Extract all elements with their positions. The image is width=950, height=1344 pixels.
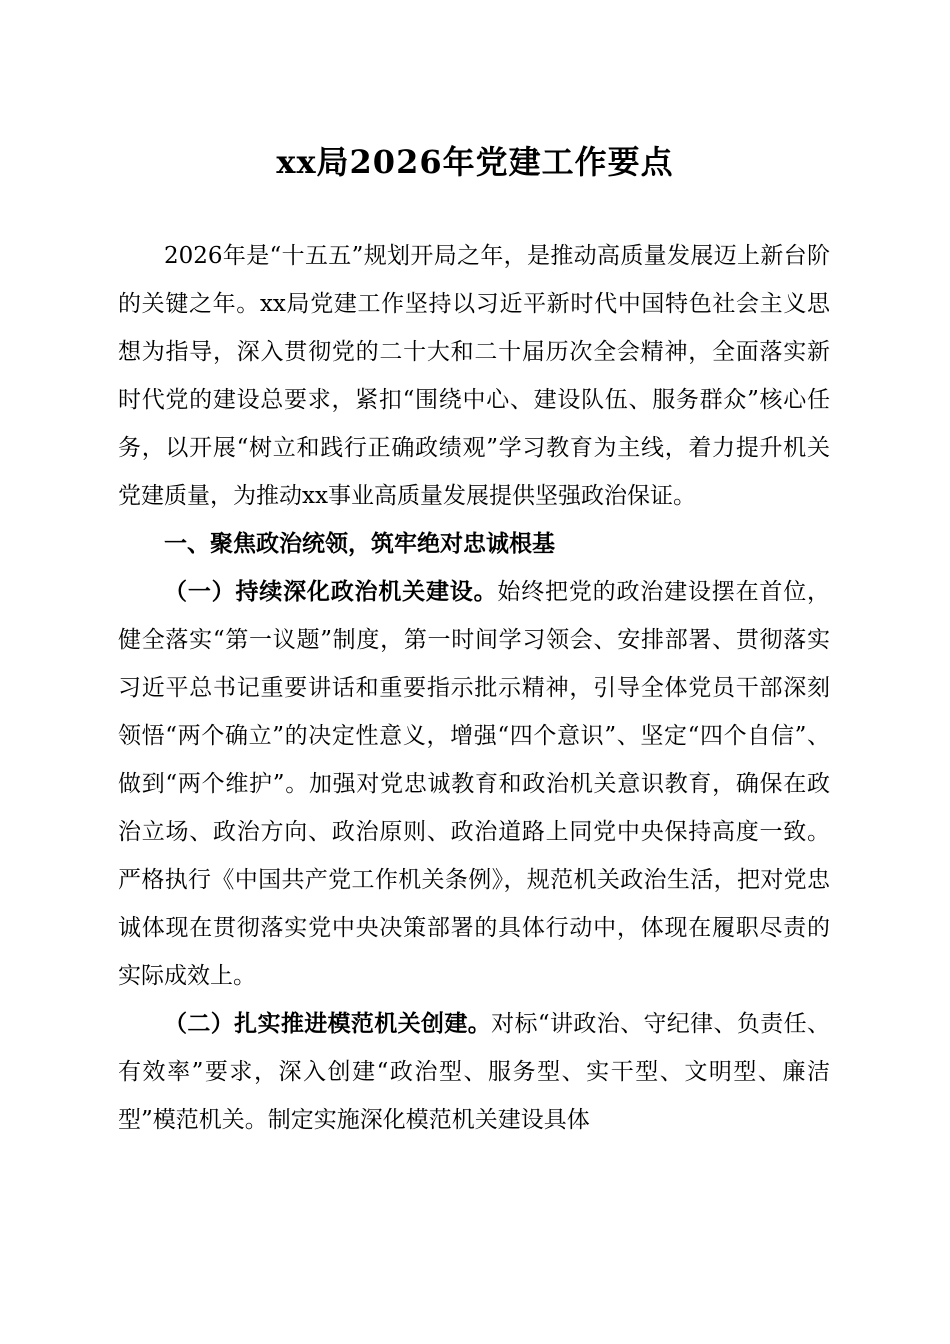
item-paragraph-2: [118, 1000, 830, 1144]
intro-paragraph: 2026年是“十五五”规划开局之年，是推动高质量发展迈上新台阶的关键之年。xx局党建工作坚持以习近平新时代中国特色社会主义思想为指导，深入贯彻党的二十大和二十届历次全会精神，全面落实新时代党的建设总要求，紧扣“围绕中心、建设队伍、服务群众”核心任务，以开展“树立和践行正确政绩观”学习教育为主线，着力提升机关党建质量，为推动xx事业高质量发展提供坚强政治保证。: [118, 243, 830, 509]
item-text-2: 对标“讲政治、守纪律、负责任、有效率”要求，深入创建“政治型、服务型、实干型、文明型、廉洁型”模范机关。制定实施深化模范机关建设具体: [118, 1011, 831, 1133]
document-title: xx局2026年党建工作要点: [276, 143, 674, 181]
item-text-1: 始终把党的政治建设摆在首位，健全落实“第一议题”制度，第一时间学习领会、安排部署、贯彻落实习近平总书记重要讲话和重要指示批示精神，引导全体党员干部深刻领悟“两个确立”的决定性意义，增强“四个意识”、坚定“四个自信”、做到“两个维护”。加强对党忠诚教育和政治机关意识教育，确保在政治立场、政治方向、政治原则、政治道路上同党中央保持高度一致。严格执行《中国共产党工作机关条例》，规范机关政治生活，把对党忠诚体现在贯彻落实党中央决策部署的具体行动中，体现在履职尽责的实际成效上。: [118, 579, 831, 989]
item-paragraph-1: [118, 568, 830, 1000]
item-lead-2: （二）扎实推进模范机关创建。: [164, 1010, 492, 1037]
item-lead-1: （一）持续深化政治机关建设。: [164, 578, 498, 605]
document-body: [118, 232, 830, 1144]
section-heading-1: 一、聚焦政治统领，筑牢绝对忠诚根基: [164, 530, 555, 557]
